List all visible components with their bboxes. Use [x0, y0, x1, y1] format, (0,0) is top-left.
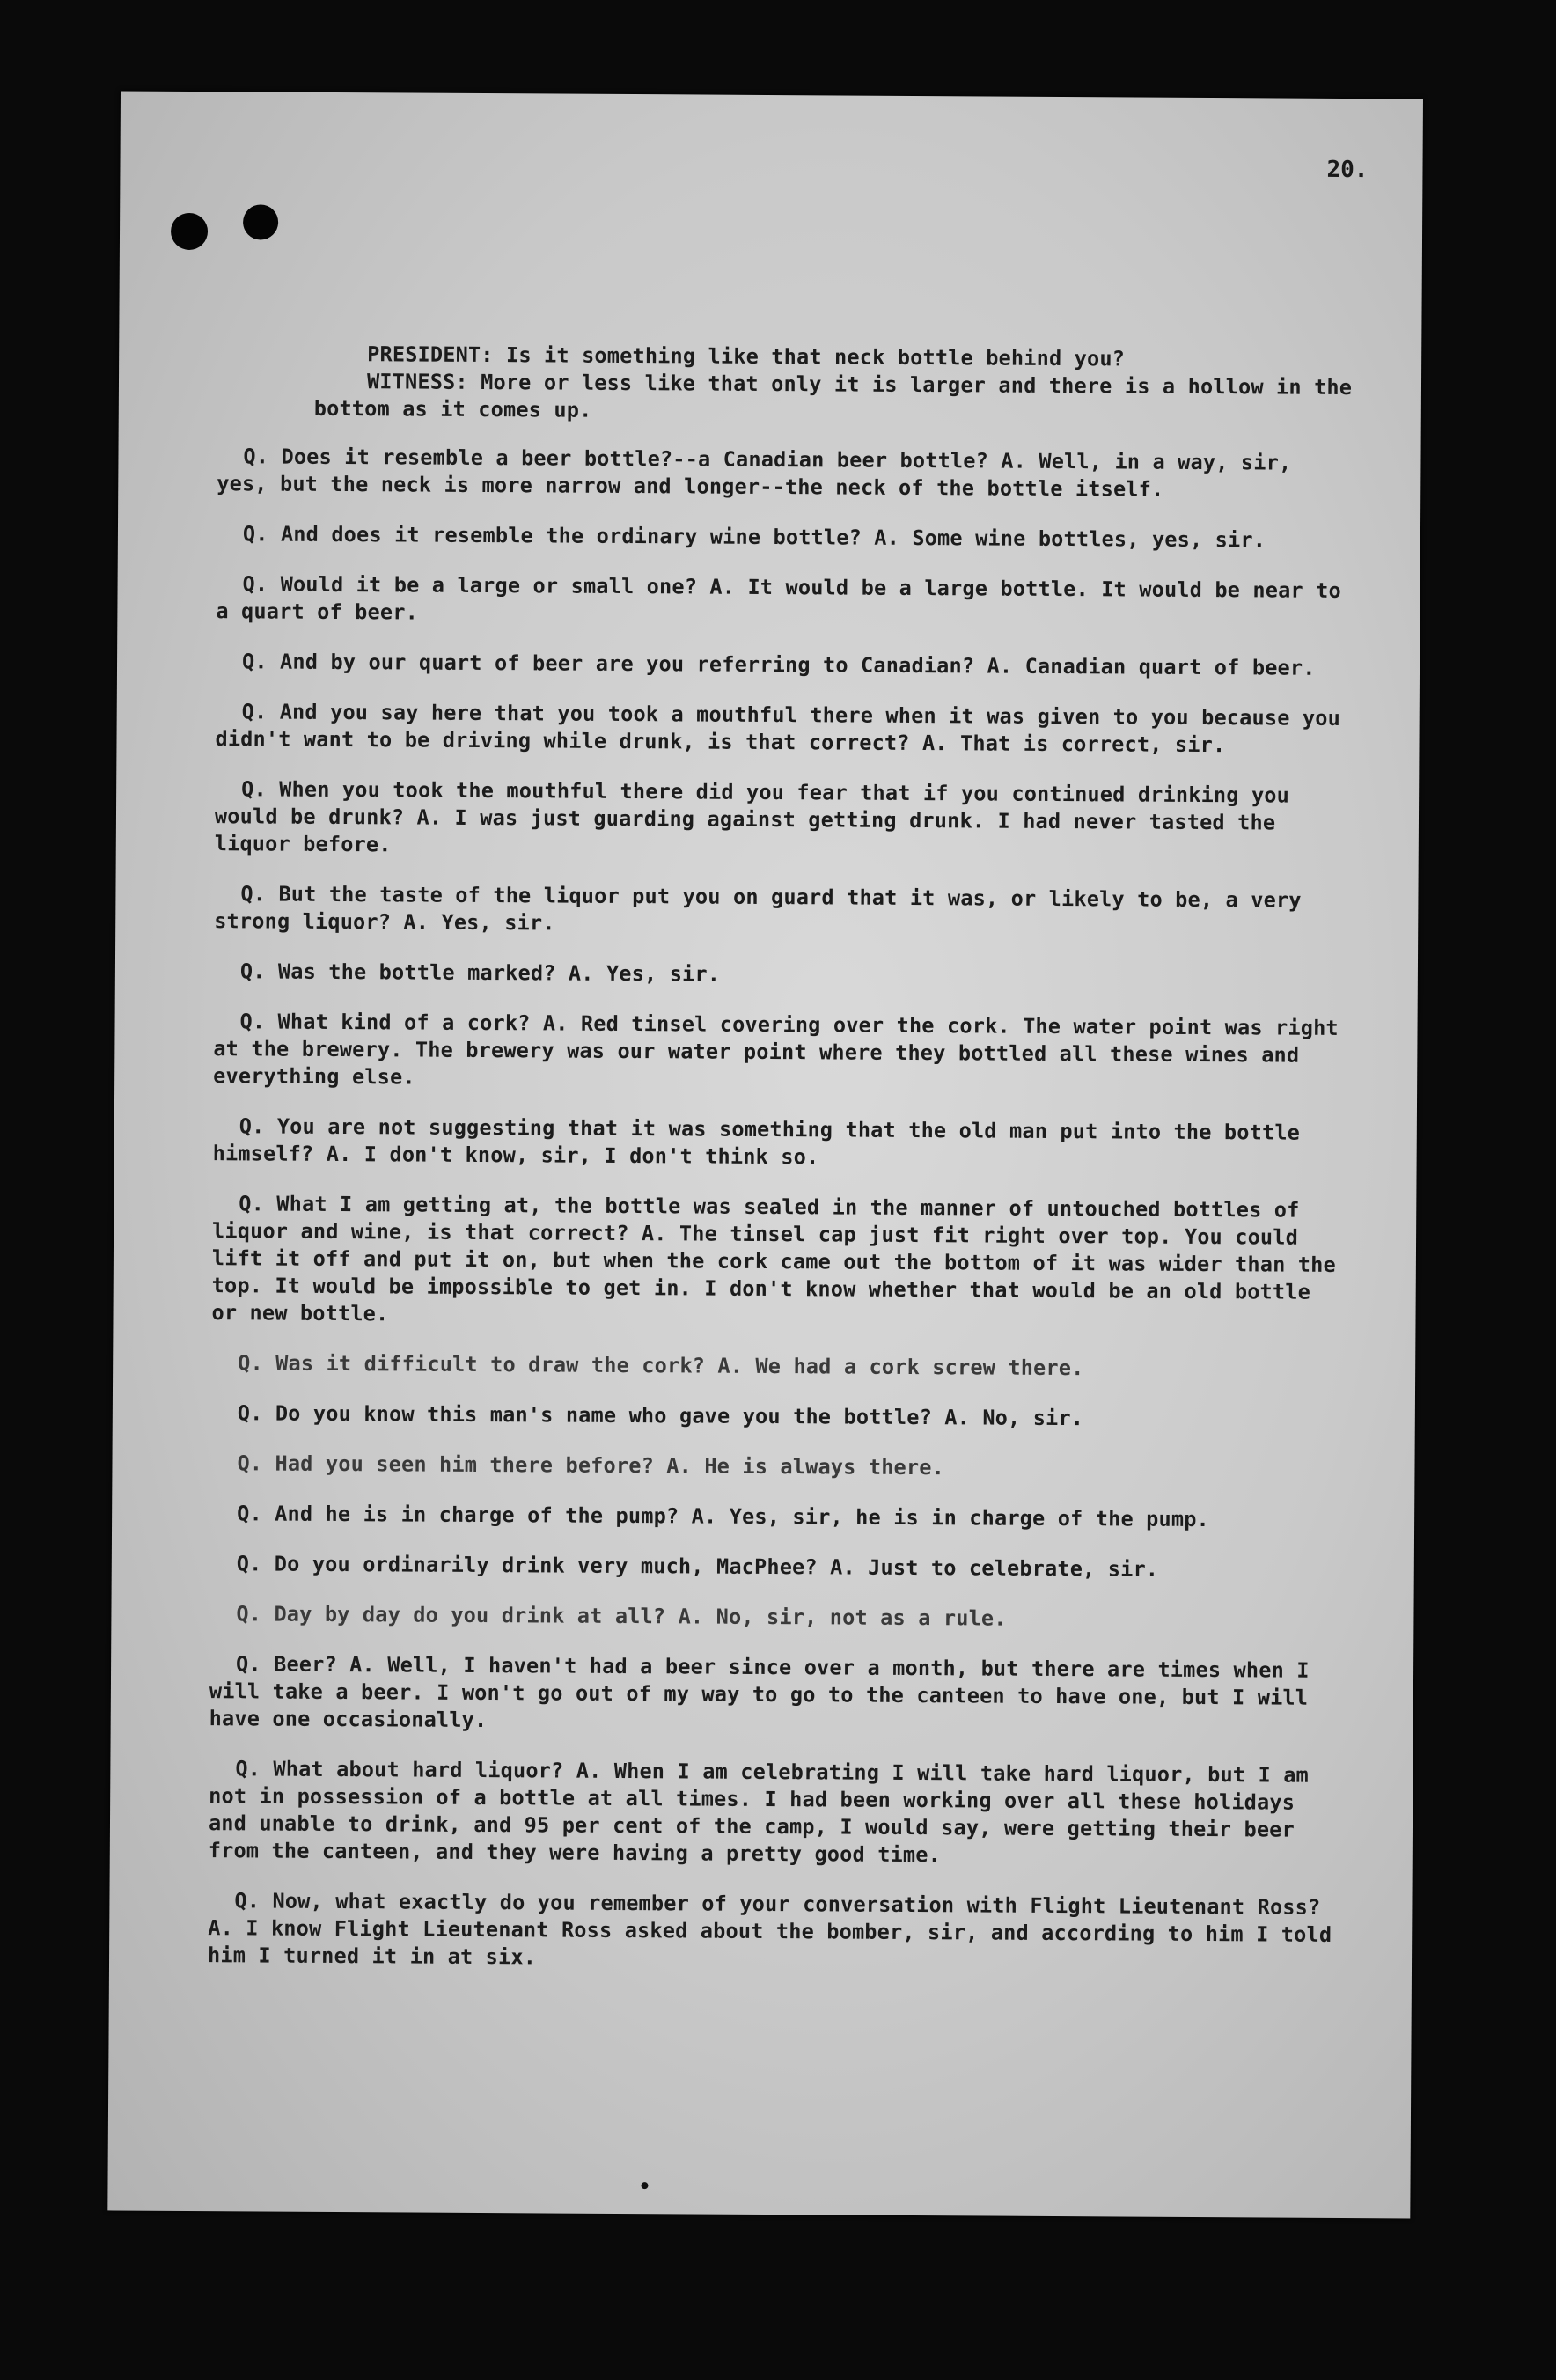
qa-paragraph: Q. Was the bottle marked? A. Yes, sir. — [239, 959, 721, 987]
qa-paragraph: Q. Had you seen him there before? A. He is always there. — [237, 1451, 945, 1480]
qa-paragraph: Q. But the taste of the liquor put you on guard that it was, or likely to be, a very strong liquor? A. Yes, sir. — [214, 881, 1302, 936]
qa-paragraph: Q. What about hard liquor? A. When I am celebrating I will take hard liquor, but I am not in possession of a bottle at all times. I had been working over all these holidays and unable to drink, and 95 per cent of the camp, I would say, were getting their beer from the canteen, and they were having a pretty good time. — [208, 1756, 1310, 1868]
qa-paragraph: Q. You are not suggesting that it was something that the old man put into the bottle himself? A. I don't know, sir, I don't think so. — [212, 1113, 1301, 1170]
punch-hole — [243, 204, 278, 239]
dialogue-line — [313, 368, 1365, 429]
qa-paragraph: Q. When you took the mouthful there did you fear that if you continued drinking you would be drunk? A. I was just guarding against getting drunk. I had never tasted the liquor before. — [214, 776, 1290, 857]
qa-paragraph: Q. Now, what exactly do you remember of your conversation with Flight Lieutenant Ross? A. I know Flight Lieutenant Ross asked about the bomber, sir, and according to him I told him I turned it in at six. — [207, 1888, 1332, 1970]
qa-paragraph: Q. What kind of a cork? A. Red tinsel covering over the cork. The water point was right at the brewery. The brewery was our water point where they bottled all these wines and everything else. — [213, 1009, 1339, 1090]
transcript-body — [207, 340, 1365, 1999]
qa-paragraph: Q. Would it be a large or small one? A. It would be a large bottle. It would be near to a quart of beer. — [216, 571, 1341, 625]
dialogue-text: Is it something like that neck bottle behind you? — [505, 342, 1126, 371]
page-number: 20. — [1326, 156, 1369, 184]
qa-paragraph: Q. And does it resemble the ordinary wine bottle? A. Some wine bottles, yes, sir. — [242, 521, 1266, 553]
qa-paragraph: Q. And by our quart of beer are you referring to Canadian? A. Canadian quart of beer. — [241, 649, 1316, 680]
qa-paragraph: Q. What I am getting at, the bottle was sealed in the manner of untouched bottles of liquor and wine, is that correct? A. The tinsel cap just fit right over top. You could lift it off and put it on, but when the cork came out the bottom of it was wider than the top. It would be impossible to get in. I don't know whether that would be an old bottle or new bottle. — [211, 1191, 1336, 1326]
paper-mark — [641, 2182, 648, 2189]
qa-paragraph: Q. Do you know this man's name who gave you the bottle? A. No, sir. — [237, 1400, 1084, 1431]
qa-paragraph: Q. Beer? A. Well, I haven't had a beer since over a month, but there are times when I will take a beer. I won't go out of my way to go to the canteen to have one, but I will have one occasionally. — [209, 1651, 1310, 1733]
dialogue-block — [217, 340, 1365, 429]
qa-paragraph: Q. And you say here that you took a mouthful there when it was given to you because you didn't want to be driving while drunk, is that correct? A. That is correct, sir. — [215, 699, 1341, 758]
qa-paragraph: Q. Does it resemble a beer bottle?--a Canadian beer bottle? A. Well, in a way, sir, yes, but the neck is more narrow and longer--the neck of the bottle itself. — [217, 444, 1292, 502]
qa-paragraph: Q. Was it difficult to draw the cork? A. We had a cork screw there. — [238, 1350, 1084, 1381]
speaker-label: WITNESS: — [366, 369, 468, 394]
document-page — [107, 91, 1423, 2218]
qa-paragraph: Q. And he is in charge of the pump? A. Yes, sir, he is in charge of the pump. — [237, 1501, 1210, 1532]
qa-paragraph: Q. Day by day do you drink at all? A. No, sir, not as a rule. — [236, 1601, 1007, 1631]
punch-hole — [171, 213, 208, 250]
speaker-label: PRESIDENT: — [367, 342, 494, 368]
qa-paragraph: Q. Do you ordinarily drink very much, MacPhee? A. Just to celebrate, sir. — [236, 1551, 1159, 1582]
dialogue-text: More or less like that only it is larger and there is a hollow in the bottom as it comes up. — [313, 369, 1365, 422]
